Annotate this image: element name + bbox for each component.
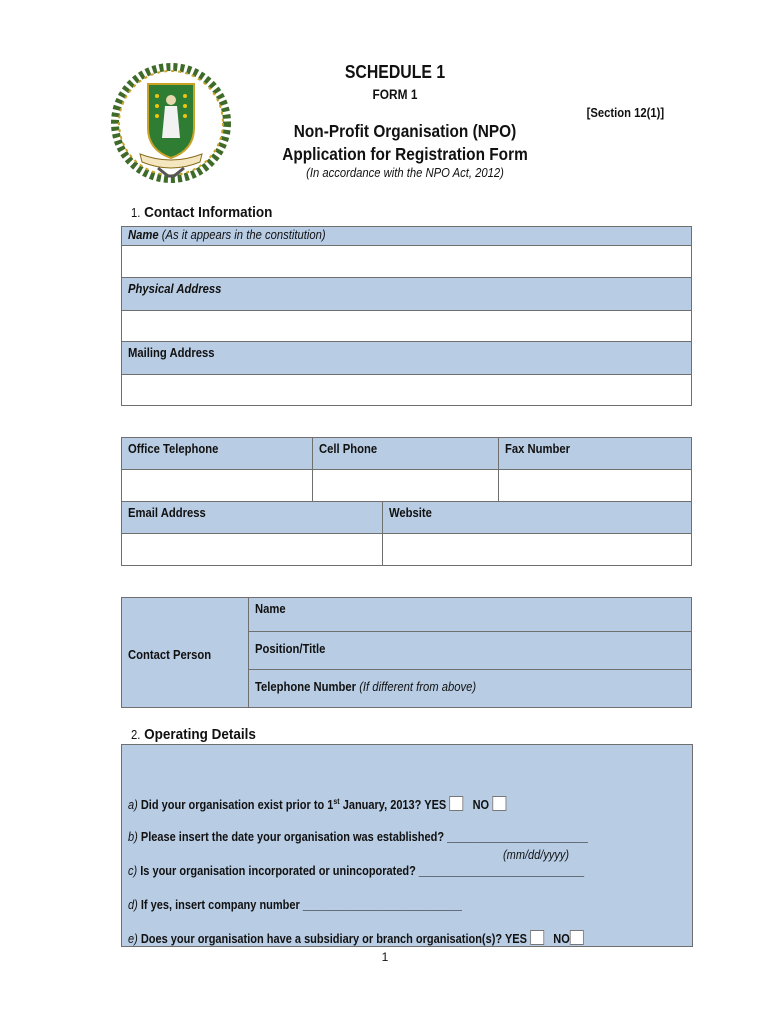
office-telephone-field[interactable] <box>122 470 313 502</box>
contact-person-label: Contact Person <box>128 647 212 662</box>
page-number: 1 <box>381 950 389 964</box>
qa-prefix: a) <box>128 798 138 812</box>
qa-no-label: NO <box>472 798 490 812</box>
office-telephone-header <box>122 438 313 470</box>
cell-phone-label: Cell Phone <box>319 442 378 456</box>
qe-no-checkbox[interactable] <box>570 930 584 945</box>
question-b[interactable] <box>128 830 588 844</box>
website-field[interactable] <box>383 534 692 566</box>
section-1-number: 1. <box>131 206 141 220</box>
cp-name-field[interactable] <box>249 598 692 632</box>
qc-text: Is your organisation incorporated or unincoporated? ___________________________ <box>140 864 585 878</box>
section-1-heading <box>131 204 272 221</box>
cp-telephone-label: Telephone Number <box>255 680 357 694</box>
operating-details-panel <box>121 744 693 947</box>
qe-no-label: NO <box>553 932 570 946</box>
name-label: Name <box>128 228 159 242</box>
cell-phone-field[interactable] <box>313 470 499 502</box>
name-header <box>122 227 692 246</box>
qc-prefix: c) <box>128 864 138 878</box>
qd-prefix: d) <box>128 898 138 912</box>
question-d[interactable] <box>128 898 462 912</box>
contact-person-table <box>121 597 692 708</box>
fax-number-field[interactable] <box>499 470 692 502</box>
qb-date-hint: (mm/dd/yyyy) <box>503 848 569 862</box>
mailing-address-field[interactable] <box>122 375 692 406</box>
question-a <box>128 796 506 812</box>
phone-table <box>121 437 692 502</box>
email-address-label: Email Address <box>128 506 206 520</box>
mailing-address-header <box>122 342 692 375</box>
cp-name-label: Name <box>255 602 286 616</box>
physical-address-field[interactable] <box>122 311 692 342</box>
qa-no-checkbox[interactable] <box>492 796 506 811</box>
name-hint: (As it appears in the constitution) <box>161 228 326 242</box>
qd-text: If yes, insert company number __________________________ <box>140 898 462 912</box>
qa-sup: st <box>333 796 340 806</box>
section-2-title: Operating Details <box>144 726 256 743</box>
email-address-header <box>122 502 383 534</box>
cp-position-field[interactable] <box>249 632 692 670</box>
physical-address-label: Physical Address <box>128 282 222 296</box>
mailing-address-label: Mailing Address <box>128 346 215 360</box>
qa-yes-checkbox[interactable] <box>449 796 463 811</box>
section-1-title: Contact Information <box>144 204 273 221</box>
form-subtitle: (In accordance with the NPO Act, 2012) <box>306 166 504 180</box>
schedule-title: SCHEDULE 1 <box>344 62 446 82</box>
section-reference: [Section 12(1)] <box>586 106 664 120</box>
qe-prefix: e) <box>128 932 138 946</box>
contact-address-table <box>121 226 692 406</box>
cp-telephone-hint: (If different from above) <box>359 680 477 694</box>
cp-telephone-field[interactable] <box>249 670 692 708</box>
section-2-heading <box>131 726 256 743</box>
cp-position-label: Position/Title <box>255 642 326 656</box>
name-field[interactable] <box>122 246 692 278</box>
question-c[interactable] <box>128 864 584 878</box>
office-telephone-label: Office Telephone <box>128 442 219 456</box>
form-main-title <box>49 120 762 166</box>
qe-yes-checkbox[interactable] <box>530 930 544 945</box>
fax-number-header <box>499 438 692 470</box>
form-title: FORM 1 <box>372 87 418 102</box>
section-2-number: 2. <box>131 728 141 742</box>
email-address-field[interactable] <box>122 534 383 566</box>
website-header <box>383 502 692 534</box>
qa-text-after: January, 2013? YES <box>339 798 447 812</box>
website-label: Website <box>389 506 432 520</box>
fax-number-label: Fax Number <box>505 442 571 456</box>
contact-person-header <box>122 598 249 708</box>
qa-text-before: Did your organisation exist prior to 1 <box>140 798 334 812</box>
physical-address-header <box>122 278 692 311</box>
title-line-1: Non-Profit Organisation (NPO) <box>293 121 517 141</box>
question-e <box>128 930 584 946</box>
title-line-2: Application for Registration Form <box>282 144 528 164</box>
qe-text: Does your organisation have a subsidiary or branch organisation(s)? YES <box>140 932 527 946</box>
qb-prefix: b) <box>128 830 138 844</box>
qb-text: Please insert the date your organisation was established? _______________________ <box>140 830 588 844</box>
cell-phone-header <box>313 438 499 470</box>
email-table <box>121 501 692 566</box>
